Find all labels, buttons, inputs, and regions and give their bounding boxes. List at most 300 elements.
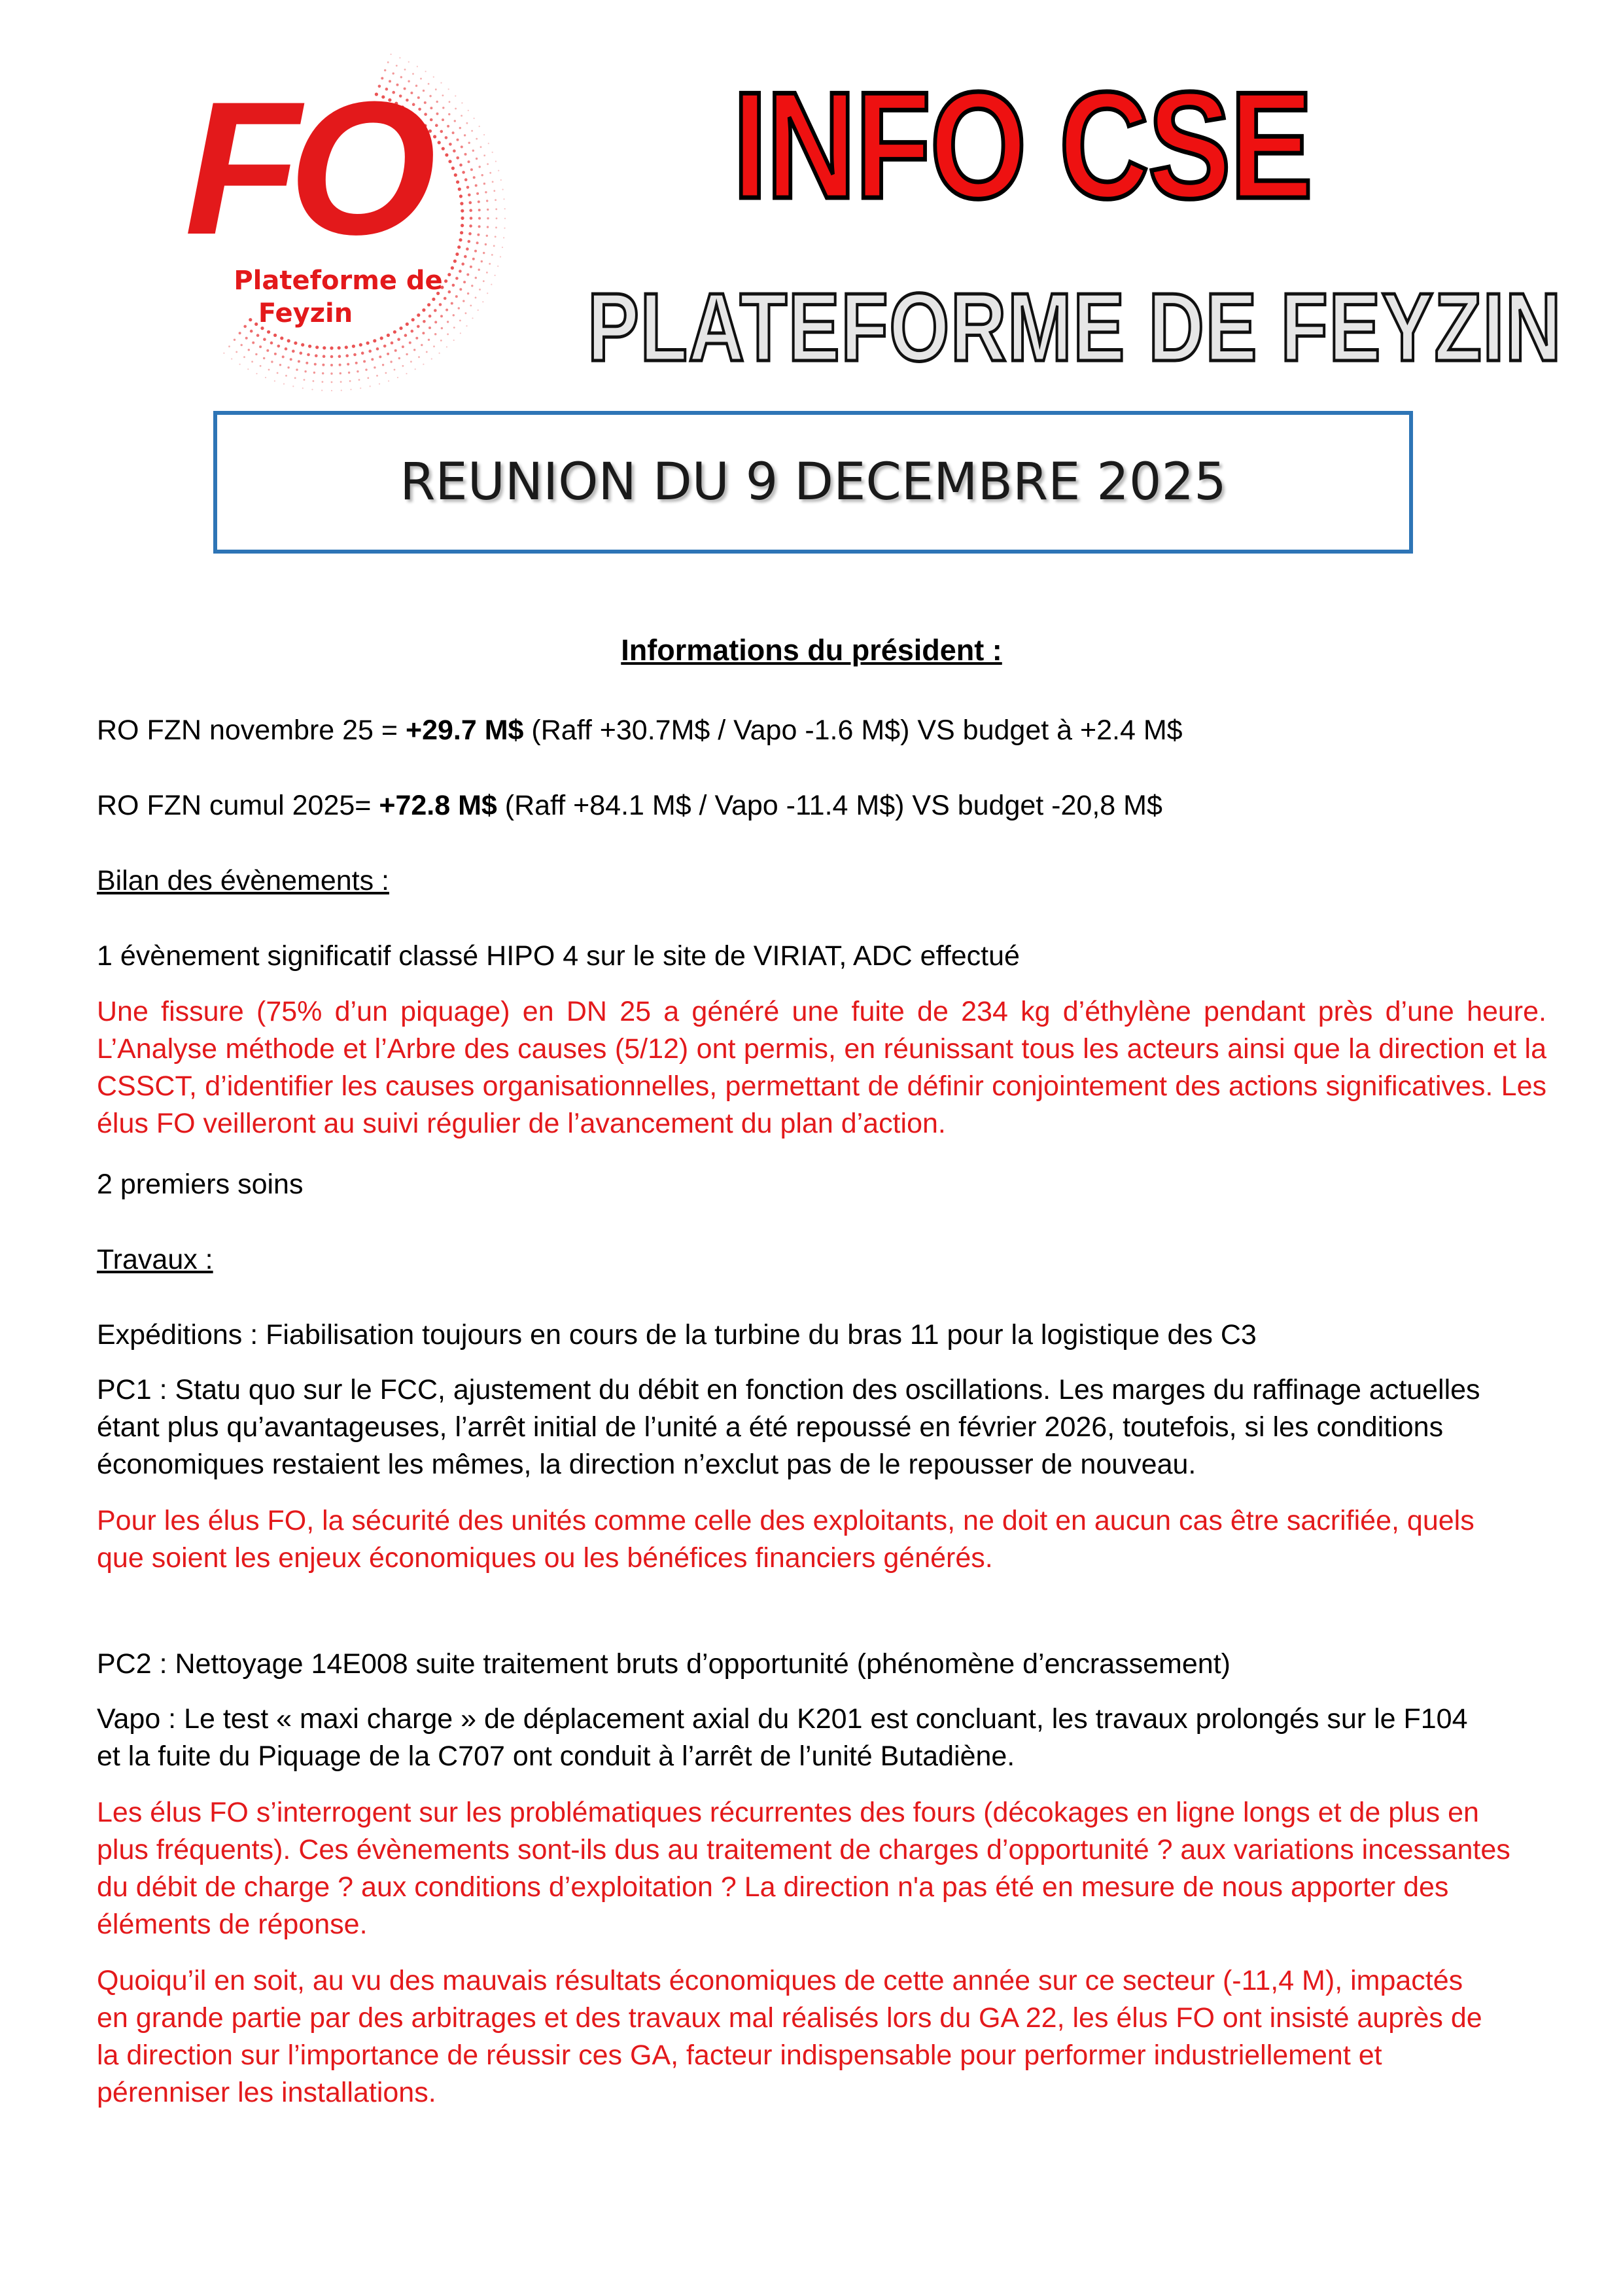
logo-dot xyxy=(277,372,279,374)
logo-dot xyxy=(315,354,318,357)
logo-dot xyxy=(394,349,397,352)
logo-dot xyxy=(447,321,449,323)
logo-dot xyxy=(304,370,306,372)
logo-dot xyxy=(449,143,452,146)
logo-dot xyxy=(459,164,462,167)
logo-dot xyxy=(433,77,434,78)
logo-dot xyxy=(314,363,317,366)
logo-dot xyxy=(476,158,478,160)
logo-dot xyxy=(487,217,489,219)
logo-fo-text: FO xyxy=(184,62,425,274)
logo-dot xyxy=(263,357,265,359)
travaux-pc1: PC1 : Statu quo sur le FCC, ajustement du débit en fonction des oscillations. Les marges du raffinage actuelles étant plus qu’avantageuses, l’arrêt initial de l’unité a été repoussé en février 2026, toutefois, si les conditions économiques restaient les mêmes, la direction n’exclut pas de le repousser de nouveau. xyxy=(97,1374,1480,1480)
logo-dot xyxy=(331,390,332,391)
logo-dot xyxy=(487,209,489,211)
logo-dot xyxy=(239,332,241,334)
logo-dot xyxy=(461,115,462,117)
logo-dot xyxy=(435,124,438,127)
ro-month-line xyxy=(97,712,1536,749)
logo-dot xyxy=(459,270,462,273)
fo-logo xyxy=(145,41,512,397)
logo-dot xyxy=(430,107,432,109)
logo-dot xyxy=(355,362,358,364)
logo-dot xyxy=(440,82,442,84)
logo-dot xyxy=(466,122,468,124)
logo-dot xyxy=(382,364,384,366)
logo-dot xyxy=(406,323,409,326)
logo-dot xyxy=(296,368,298,370)
logo-dot xyxy=(245,337,248,340)
logo-dot xyxy=(451,167,455,170)
logo-dot xyxy=(435,88,437,90)
logo-dot xyxy=(368,349,372,353)
logo-dot xyxy=(475,277,477,279)
logo-dot xyxy=(472,317,473,319)
logo-dot xyxy=(460,332,461,334)
logo-dot xyxy=(352,345,355,348)
logo-dot xyxy=(442,118,444,121)
logo-dot xyxy=(504,208,506,209)
logo-dot xyxy=(353,353,357,357)
logo-dot xyxy=(338,346,341,349)
logo-dot xyxy=(307,353,310,357)
logo-dot xyxy=(421,344,423,346)
logo-dot xyxy=(455,277,459,280)
logo-dot xyxy=(385,372,387,374)
logo-dot xyxy=(263,338,266,341)
logo-dot xyxy=(243,325,247,328)
logo-dot xyxy=(274,380,275,381)
logo-dot xyxy=(391,342,394,345)
logo-dot xyxy=(454,120,456,122)
logo-dot xyxy=(267,330,270,334)
logo-dot xyxy=(474,250,477,253)
logo-dot xyxy=(331,381,333,383)
logo-dot xyxy=(459,320,461,322)
logo-dot xyxy=(239,364,241,365)
logo-dot xyxy=(485,191,487,193)
logo-dot xyxy=(455,253,459,256)
logo-dot xyxy=(406,373,407,374)
logo-dot xyxy=(487,226,489,228)
logo-dot xyxy=(495,199,497,201)
logo-dot xyxy=(428,83,430,85)
bilan-comment: Une fissure (75% d’un piquage) en DN 25 a généré une fuite de 234 kg d’éthylène pendant près d’une heure. L’Analyse méthode et l’Arbre des causes (5/12) ont permis, en réunissant tous les acteurs ainsi que la direction et la CSSCT, d’identifier les causes organisationnelles, permettant de définir conjointement des actions significatives. Les élus FO veilleront au suivi régulier de l’avancement du plan d’action. xyxy=(97,996,1546,1139)
logo-dot xyxy=(285,347,288,351)
logo-dot xyxy=(456,181,459,184)
logo-dot xyxy=(438,141,441,144)
logo-dot xyxy=(461,102,462,103)
travaux-expeditions: Expéditions : Fiabilisation toujours en cours de la turbine du bras 11 pour la logistique des C3 xyxy=(97,1319,1257,1351)
logo-dot xyxy=(313,372,315,374)
ro-month-prefix: RO FZN novembre 25 = xyxy=(97,715,406,746)
logo-dot xyxy=(283,383,285,385)
logo-dot xyxy=(489,172,491,174)
logo-dot xyxy=(483,134,485,135)
logo-dot xyxy=(498,170,499,171)
logo-dot xyxy=(313,380,315,382)
logo-dot xyxy=(345,345,348,349)
logo-dot xyxy=(231,358,232,359)
logo-dot xyxy=(447,333,449,335)
logo-dot xyxy=(476,192,479,195)
logo-dot xyxy=(391,54,392,55)
logo-dot xyxy=(380,336,383,340)
logo-dot xyxy=(451,302,453,305)
logo-dot xyxy=(255,353,257,355)
logo-dot xyxy=(429,95,431,97)
logo-dot xyxy=(302,387,304,389)
travaux-vapo: Vapo : Le test « maxi charge » de déplacement axial du K201 est concluant, les travaux prolongés sur le F104 et la fuite du Piquage de la C707 ont conduit à l’arrêt de l’unité Butadiène. xyxy=(97,1703,1468,1772)
logo-dot xyxy=(471,130,473,132)
logo-dot xyxy=(453,340,455,341)
logo-dot xyxy=(441,327,443,329)
logo-dot xyxy=(411,330,414,333)
logo-dot xyxy=(428,327,431,329)
logo-dot xyxy=(390,361,392,362)
meeting-title-box xyxy=(213,411,1413,554)
logo-dot xyxy=(485,243,487,245)
logo-dot xyxy=(439,353,440,354)
logo-dot xyxy=(446,346,447,347)
ro-cumul-value: +72.8 M$ xyxy=(379,790,497,821)
logo-dot xyxy=(493,245,495,247)
logo-dot xyxy=(223,353,224,354)
logo-dot xyxy=(374,366,375,368)
logo-dot xyxy=(434,321,437,323)
logo-dot xyxy=(453,327,455,328)
logo-dot xyxy=(478,269,480,271)
logo-dot xyxy=(491,284,492,285)
logo-dot xyxy=(322,364,324,366)
logo-dot xyxy=(271,361,273,362)
logo-dot xyxy=(476,138,478,140)
logo-dot xyxy=(459,127,461,129)
logo-dot xyxy=(455,108,457,110)
logo-dot xyxy=(476,241,479,244)
logo-dot xyxy=(260,365,262,367)
logo-dot xyxy=(458,188,461,191)
logo-dot xyxy=(432,298,435,301)
logo-dot xyxy=(363,360,366,362)
logo-dot xyxy=(456,156,459,160)
logo-dot xyxy=(486,272,488,274)
logo-dot xyxy=(454,173,457,177)
logo-dot xyxy=(236,351,237,353)
logo-dot xyxy=(500,179,502,181)
logo-dot xyxy=(338,355,341,358)
logo-dot xyxy=(483,280,485,282)
logo-dot xyxy=(249,318,252,321)
logo-dot xyxy=(495,226,497,228)
logo-dot xyxy=(301,343,304,346)
logo-dot xyxy=(468,232,472,236)
logo-dot xyxy=(489,263,491,265)
logo-dot xyxy=(459,288,462,291)
logo-dot xyxy=(492,181,494,183)
logo-dot xyxy=(341,390,342,391)
logo-dot xyxy=(500,256,501,257)
logo-dot xyxy=(492,152,493,153)
logo-dot xyxy=(388,380,389,381)
logo-dot xyxy=(404,334,408,337)
logo-dot xyxy=(467,292,469,294)
logo-dot xyxy=(480,146,482,148)
logo-dot xyxy=(447,125,449,128)
logo-dot xyxy=(461,146,463,149)
logo-dot xyxy=(440,340,442,342)
logo-dot xyxy=(468,142,470,144)
logo-dot xyxy=(402,345,404,348)
logo-dot xyxy=(376,347,379,351)
logo-dot xyxy=(417,325,420,328)
logo-dot xyxy=(424,113,427,116)
logo-dot xyxy=(479,166,481,168)
logo-dot xyxy=(300,351,303,355)
logo-dot xyxy=(323,355,326,358)
logo-dot xyxy=(468,240,471,243)
logo-dot xyxy=(470,217,473,220)
logo-dot xyxy=(481,260,483,262)
logo-dot xyxy=(478,217,481,220)
logo-dot xyxy=(464,255,467,258)
logo-dot xyxy=(488,143,489,144)
logo-dot xyxy=(466,325,467,327)
logo-dot xyxy=(360,387,361,389)
logo-dot xyxy=(448,291,451,294)
logo-dot xyxy=(379,355,381,358)
ro-cumul-line xyxy=(97,787,1536,824)
logo-dot xyxy=(415,368,416,370)
logo-dot xyxy=(383,345,387,348)
logo-dot xyxy=(376,375,378,377)
logo-dot xyxy=(479,126,480,127)
logo-dot xyxy=(460,202,463,205)
logo-dot xyxy=(428,130,432,133)
logo-dot xyxy=(367,377,369,379)
logo-dot xyxy=(444,297,447,300)
logo-dot xyxy=(330,355,334,359)
logo-dot xyxy=(330,364,333,366)
logo-dot xyxy=(294,342,297,345)
logo-dot xyxy=(345,354,349,357)
logo-dot xyxy=(481,174,483,176)
logo-dot xyxy=(495,236,497,238)
logo-dot xyxy=(348,372,350,374)
logo-dot xyxy=(440,130,444,133)
logo-dot xyxy=(472,258,475,260)
logo-dot xyxy=(468,194,471,197)
logo-dot xyxy=(282,355,285,358)
logo-dot xyxy=(428,315,432,318)
logo-dot xyxy=(442,107,444,109)
ro-month-suffix: (Raff +30.7M$ / Vapo -1.6 M$) VS budget à +2.4 M$ xyxy=(523,715,1183,746)
logo-dot xyxy=(466,247,469,251)
logo-dot xyxy=(287,339,290,342)
logo-dot xyxy=(487,292,488,294)
header-subtitle: PLATEFORME DE FEYZIN xyxy=(587,274,1563,381)
logo-dot xyxy=(495,275,496,276)
logo-dot xyxy=(270,342,273,345)
logo-dot xyxy=(483,252,485,254)
logo-dot xyxy=(410,361,412,362)
logo-dot xyxy=(292,349,295,353)
ro-cumul-prefix: RO FZN cumul 2025= xyxy=(97,790,379,821)
logo-dot xyxy=(340,372,341,374)
logo-dot xyxy=(464,178,468,181)
logo-dot xyxy=(434,333,436,335)
logo-dot xyxy=(365,368,367,370)
logo-dot xyxy=(411,318,415,321)
logo-dot xyxy=(468,160,470,163)
logo-dot xyxy=(397,377,398,378)
logo-dot xyxy=(256,373,257,374)
logo-dot xyxy=(475,297,477,299)
logo-dot xyxy=(304,379,305,381)
logo-dot xyxy=(330,372,332,374)
logo-dot xyxy=(470,168,473,171)
logo-dot xyxy=(413,349,415,351)
logo-dot xyxy=(423,364,424,365)
logo-dot xyxy=(350,389,351,390)
logo-dot xyxy=(447,273,451,276)
logo-dot xyxy=(397,338,400,341)
logo-dot xyxy=(463,281,466,283)
logo-dot xyxy=(387,353,389,355)
logo-dot xyxy=(439,303,442,306)
president-heading: Informations du président : xyxy=(621,633,1002,667)
logo-dot xyxy=(457,245,461,249)
logo-dot xyxy=(349,380,351,382)
logo-dot xyxy=(417,313,420,317)
logo-dot xyxy=(444,279,447,283)
logo-dot xyxy=(483,183,485,185)
logo-dot xyxy=(409,342,411,344)
logo-dot xyxy=(459,194,462,198)
logo-dot xyxy=(234,339,236,341)
logo-dot xyxy=(470,305,472,307)
logo-dot xyxy=(254,323,258,326)
logo-dot xyxy=(469,224,472,228)
logo-dot xyxy=(358,379,360,381)
logo-dot xyxy=(340,381,342,383)
logo-dot xyxy=(452,132,455,134)
logo-dot xyxy=(402,365,404,367)
bilan-heading: Bilan des évènements : xyxy=(97,865,389,896)
logo-dot xyxy=(247,368,249,370)
logo-dot xyxy=(228,345,230,347)
logo-dot xyxy=(433,135,436,138)
logo-dot xyxy=(445,309,448,311)
logo-dot xyxy=(373,339,376,342)
logo-dot xyxy=(250,330,253,333)
logo-dot xyxy=(256,334,260,337)
logo-dot xyxy=(478,200,480,203)
logo-dot xyxy=(496,217,498,219)
logo-dot xyxy=(422,332,425,334)
logo-dot xyxy=(453,149,456,152)
logo-dot xyxy=(455,96,456,97)
logo-dot xyxy=(393,330,396,334)
bilan-soins: 2 premiers soins xyxy=(97,1169,304,1200)
travaux-heading: Travaux : xyxy=(97,1244,213,1275)
logo-dot xyxy=(241,344,243,346)
logo-dot xyxy=(379,383,380,385)
logo-dot xyxy=(259,345,262,348)
logo-dot xyxy=(425,71,427,72)
logo-dot xyxy=(461,262,464,266)
logo-dot xyxy=(399,57,400,58)
logo-dot xyxy=(347,363,349,366)
logo-dot xyxy=(464,153,467,156)
logo-dot xyxy=(452,284,455,287)
logo-dot xyxy=(470,266,472,268)
logo-dot xyxy=(455,295,458,298)
meeting-title: REUNION DU 9 DECEMBRE 2025 xyxy=(400,453,1227,512)
logo-dot xyxy=(243,356,245,358)
ro-cumul-suffix: (Raff +84.1 M$ / Vapo -11.4 M$) VS budget -20,8 M$ xyxy=(497,790,1162,821)
logo-dot xyxy=(370,385,371,387)
logo-dot xyxy=(448,113,450,115)
logo-dot xyxy=(448,88,449,90)
logo-dot xyxy=(495,208,497,210)
logo-dot xyxy=(451,266,454,270)
logo-dot xyxy=(292,385,294,387)
logo-dot xyxy=(442,147,445,150)
logo-dot xyxy=(469,201,472,204)
logo-dot xyxy=(460,231,463,234)
logo-dot xyxy=(321,390,323,391)
logo-dot xyxy=(486,200,488,202)
logo-dot xyxy=(322,372,324,374)
logo-dot xyxy=(423,320,426,323)
logo-dot xyxy=(458,307,460,309)
logo-dot xyxy=(497,266,498,267)
logo-dot xyxy=(477,234,480,236)
logo-dot xyxy=(440,315,443,317)
logo-dot xyxy=(322,381,324,383)
logo-dot xyxy=(449,101,451,103)
logo-dot xyxy=(406,353,408,355)
logo-dot xyxy=(315,345,319,349)
logo-dot xyxy=(478,209,481,211)
logo-dot xyxy=(274,353,277,355)
logo-dot xyxy=(464,134,466,136)
logo-dot xyxy=(487,163,489,165)
logo-dot xyxy=(478,225,481,228)
logo-dot xyxy=(453,260,457,263)
ro-month-value: +29.7 M$ xyxy=(405,715,524,746)
logo-dot xyxy=(459,238,462,241)
logo-dot xyxy=(461,224,464,227)
logo-dot xyxy=(330,346,333,349)
logo-dot xyxy=(478,309,479,311)
logo-dot xyxy=(387,334,390,337)
logo-dot xyxy=(445,136,448,139)
logo-dot xyxy=(399,327,402,330)
bilan-event: 1 évènement significatif classé HIPO 4 sur le site de VIRIAT, ADC effectué xyxy=(97,940,1020,972)
logo-dot xyxy=(493,190,495,192)
logo-dot xyxy=(398,357,400,359)
logo-dot xyxy=(280,336,283,340)
logo-dot xyxy=(434,309,437,312)
logo-dot xyxy=(462,300,464,302)
logo-dot xyxy=(323,346,326,349)
logo-dot xyxy=(436,113,439,115)
logo-dot xyxy=(285,375,287,377)
logo-dot xyxy=(436,101,438,103)
logo-dot xyxy=(495,161,497,162)
